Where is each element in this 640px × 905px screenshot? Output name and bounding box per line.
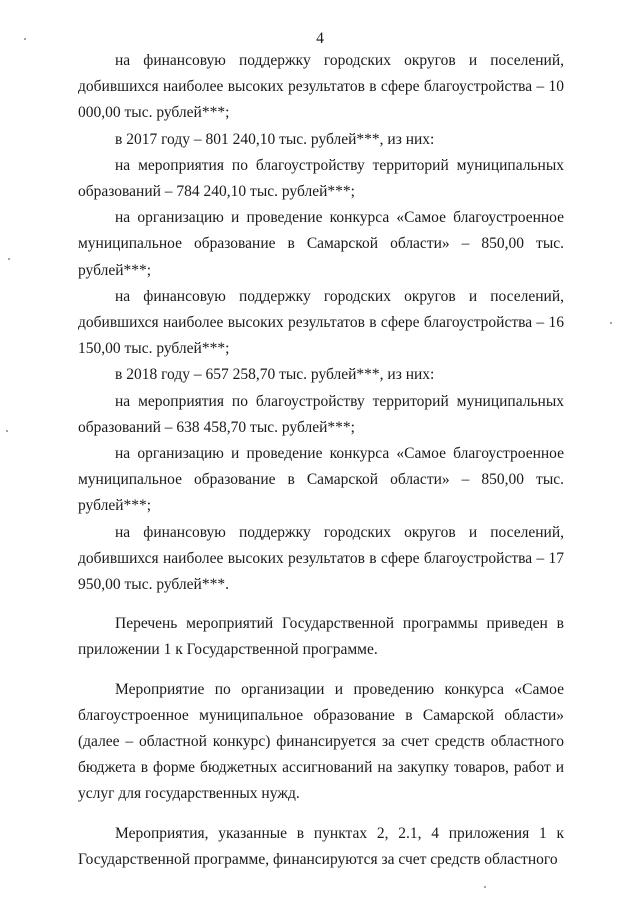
scan-speck [24, 38, 26, 40]
paragraph-improvement-2018: на мероприятия по благоустройству территорий муниципальных образований – 638 458,70 тыс. рублей***; [78, 392, 564, 436]
paragraph-year-2017: в 2017 году – 801 240,10 тыс. рублей***, из них: [115, 130, 435, 148]
scan-speck [8, 258, 10, 260]
paragraph-items-financing: Мероприятия, указанные в пунктах 2, 2.1, 4 приложения 1 к Государственной программе, финансируются за счет средств областного [78, 824, 564, 868]
scan-speck [484, 886, 486, 888]
paragraph-contest-financing: Мероприятие по организации и проведению конкурса «Самое благоустроенное муниципальное образование в Самарской области» (далее – областной конкурс) финансируется за счет средств областного бюджета в форме бюджетных ассигнований на закупку товаров, работ и услуг для государственных нужд. [78, 680, 564, 803]
paragraph-support-2017: на финансовую поддержку городских округов и поселений, добившихся наиболее высоких результатов в сфере благоустройства – 16 150,00 тыс. рублей***; [78, 287, 564, 358]
paragraph-year-2018: в 2018 году – 657 258,70 тыс. рублей***, из них: [115, 366, 435, 384]
paragraph-contest-2018: на организацию и проведение конкурса «Самое благоустроенное муниципальное образование в Самарской области» – 850,00 тыс. рублей***; [78, 445, 564, 515]
paragraph-contest-2017: на организацию и проведение конкурса «Самое благоустроенное муниципальное образование в Самарской области» – 850,00 тыс. рублей***; [78, 209, 564, 279]
paragraph-improvement-2017: на мероприятия по благоустройству территорий муниципальных образований – 784 240,10 тыс. рублей***; [78, 156, 564, 201]
paragraph-support-2016: на финансовую поддержку городских округов и поселений, добившихся наиболее высоких результатов в сфере благоустройства – 10 000,00 тыс. рублей***; [78, 52, 564, 122]
paragraph-program-list: Перечень мероприятий Государственной программы приведен в приложении 1 к Государственной программе. [78, 615, 564, 659]
page-number: 4 [316, 30, 324, 47]
scan-speck [6, 430, 8, 432]
paragraph-support-2018: на финансовую поддержку городских округов и поселений, добившихся наиболее высоких результатов в сфере благоустройства – 17 950,00 тыс. рублей***. [78, 523, 564, 594]
document-body [78, 48, 564, 873]
scan-speck [610, 322, 612, 324]
